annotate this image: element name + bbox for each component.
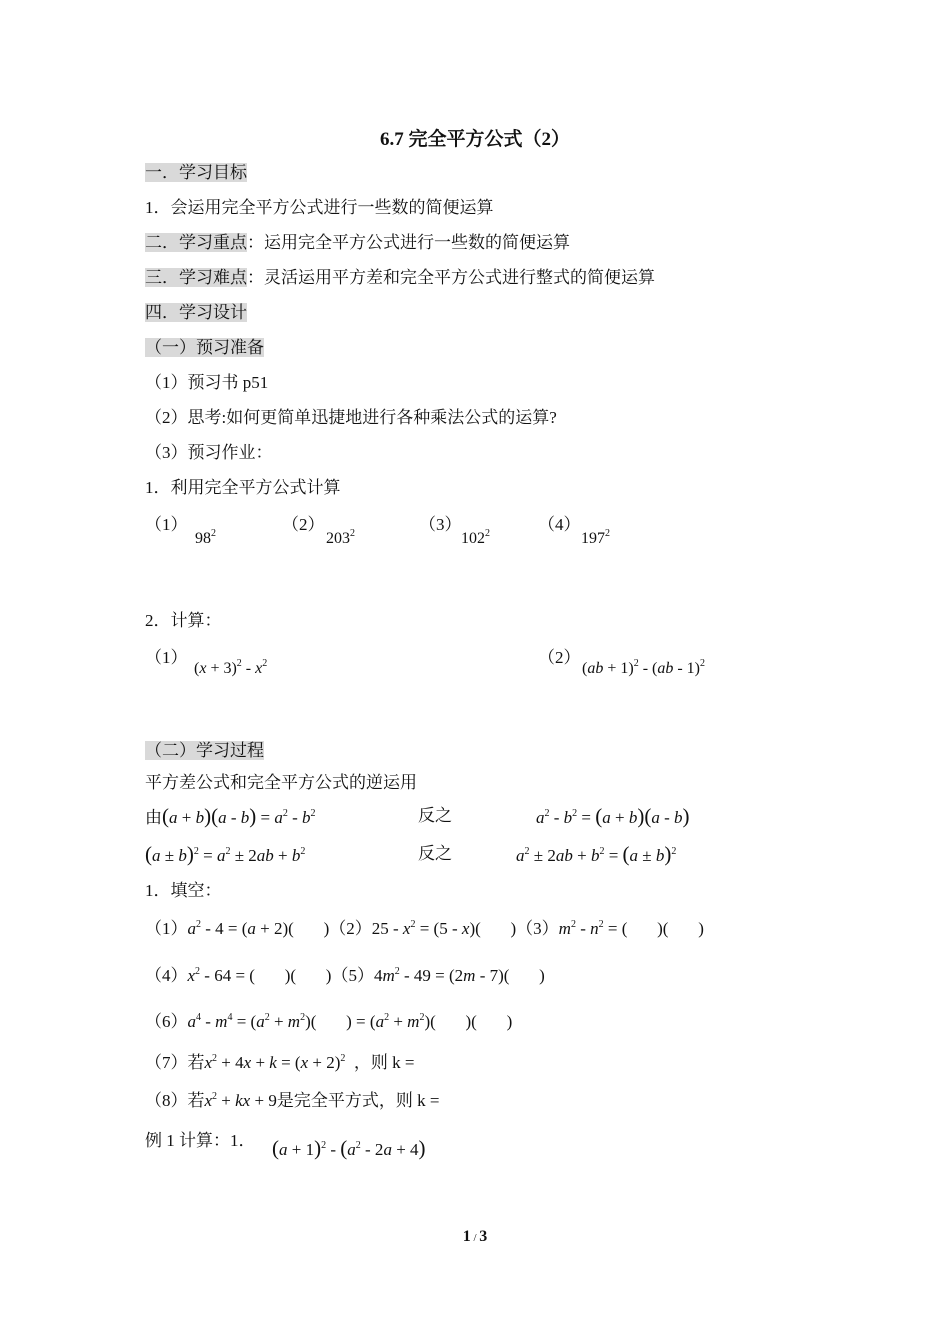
formula-perfect-square-reverse: $a^2 \pm 2ab + b^2 = (a \pm b)^2$ [516, 842, 677, 866]
fanzhi-label: 反之 [418, 844, 452, 863]
hw1-item-label: （2） [282, 515, 325, 534]
hw2-item-label: （1） [145, 648, 188, 667]
homework-1-heading: 1．利用完全平方公式计算 [145, 478, 341, 497]
hw1-item-expr: $98^2$ [195, 528, 216, 547]
prep-item-1: （1）预习书 p51 [145, 373, 269, 392]
fill-row-8: （8）若$x^2$ + kx + 9是完全平方式，则 k = [145, 1091, 440, 1110]
hw1-item-label: （1） [145, 515, 188, 534]
hw2-expression-1: $(x + 3)^2 - x^2$ [194, 658, 268, 677]
fill-row-2: $(4)x^2 - 64$ = ( )( )$(5)4m^2 - 49 = (2m - 7)$( ) [145, 966, 545, 985]
fill-row-7: （7）若$x^2 + 4x + k = (x + 2)^2$ ，则 k = [145, 1053, 415, 1072]
process-heading: （二）学习过程 [145, 741, 264, 760]
hw1-item-expr: $102^2$ [461, 528, 490, 547]
page-title: 6.7 完全平方公式（2） [379, 129, 570, 150]
process-intro: 平方差公式和完全平方公式的逆运用 [145, 773, 417, 792]
formula-diff-squares: 由$(a + b)(a - b) = a^2 - b^2$ [145, 804, 316, 828]
section-1-heading: 一．学习目标 [145, 163, 247, 182]
fill-row-3: $(6)a^4 - m^4 = (a^2 + m^2)$( ) = $(a^2 + m^2)$( )( ) [145, 1012, 513, 1031]
section-3: 三．学习难点：灵活运用平方差和完全平方公式进行整式的简便运算 [145, 268, 655, 287]
hw2-item-label: （2） [538, 648, 581, 667]
section-4-heading: 四．学习设计 [145, 303, 247, 322]
fill-row-1: $(1)a^2 - 4 = (a + 2)$( )$(2)25 - x^2 = (5 - x)$( )$(3)m^2 - n^2$ = ( )( ) [145, 919, 704, 938]
page-number: 1 / 3 [462, 1228, 488, 1245]
hw1-item-label: （4） [538, 515, 581, 534]
example-1-expression: $(a + 1)^2 - (a^2 - 2a + 4)$ [272, 1136, 426, 1160]
prep-item-2: （2）思考:如何更简单迅捷地进行各种乘法公式的运算? [145, 408, 557, 427]
formula-perfect-square: $(a \pm b)^2 = a^2 \pm 2ab + b^2$ [145, 842, 306, 866]
prep-item-3: （3）预习作业： [145, 443, 273, 462]
homework-2-heading: 2．计算： [145, 611, 222, 630]
hw1-item-expr: $197^2$ [581, 528, 610, 547]
section-1-item: 1．会运用完全平方公式进行一些数的简便运算 [145, 198, 494, 217]
fill-heading: 1．填空： [145, 881, 222, 900]
hw1-item-label: （3） [419, 515, 462, 534]
example-1-label: 例 1 计算：1． [145, 1131, 256, 1150]
hw2-expression-2: (ab + 1)$^2$ - (ab - 1)$^2$ [582, 658, 705, 677]
fanzhi-label: 反之 [418, 806, 452, 825]
hw1-item-expr: $203^2$ [326, 528, 355, 547]
section-2: 二．学习重点：运用完全平方公式进行一些数的简便运算 [145, 233, 570, 252]
formula-diff-squares-reverse: $a^2 - b^2 = (a + b)(a - b)$ [536, 804, 690, 828]
prep-heading: （一）预习准备 [145, 338, 264, 357]
